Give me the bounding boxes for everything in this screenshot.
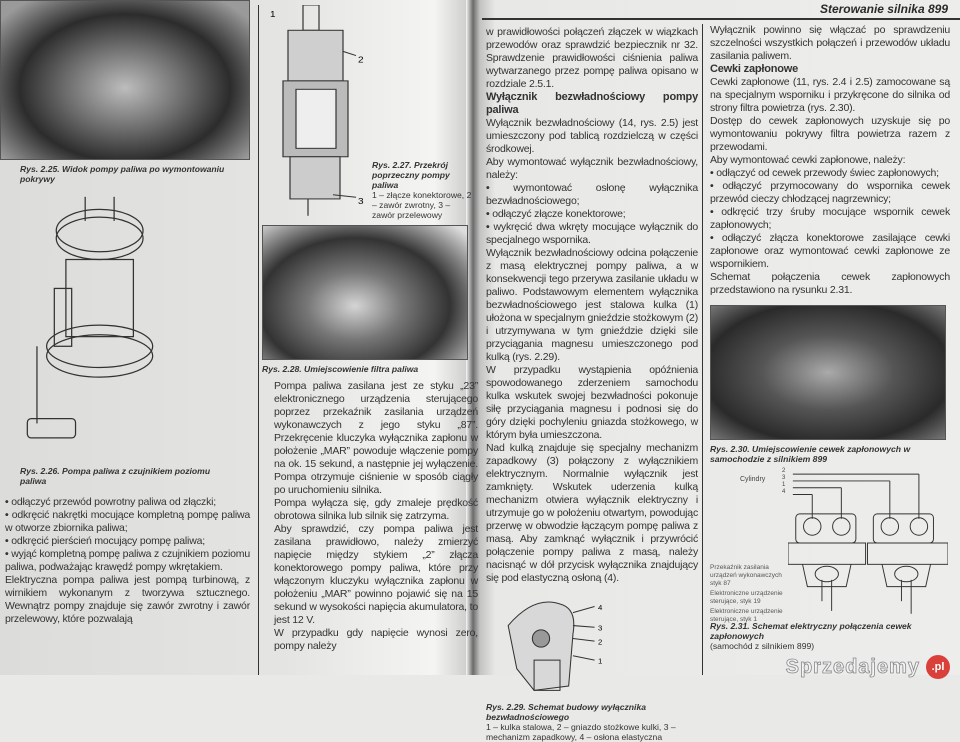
paragraph: Wyłącznik powinno się włączać po sprawdzeniu szczelności wszystkich połączeń i przewodów układu zasilania paliwem.: [710, 24, 950, 62]
right-column-2: [710, 24, 950, 679]
figure-caption-2-25: Rys. 2.25. Widok pompy paliwa po wymontowaniu pokrywy: [20, 164, 225, 184]
callout-3: 3: [358, 196, 364, 206]
ignition-coil-wiring-diagram: [788, 468, 948, 618]
running-header: Sterowanie silnika 899: [819, 2, 948, 16]
left-column-1-text: [5, 496, 250, 626]
column-divider: [702, 24, 703, 675]
cylinders-label: Cylindry: [740, 476, 766, 483]
bullet-item: • odkręcić nakrętki mocujące kompletną pompę paliwa w otworze zbiornika paliwa;: [5, 509, 250, 535]
figure-caption-2-30: Rys. 2.30. Umiejscowienie cewek zapłonowych w samochodzie z silnikiem 899: [710, 444, 911, 464]
watermark-logo: Sprzedajemy: [785, 655, 920, 678]
figure-2-31: [710, 468, 950, 623]
section-heading: Wyłącznik bezwładnościowy pompy paliwa: [486, 91, 698, 116]
paragraph: Schemat połączenia cewek zapłonowych przedstawiono na rysunku 2.31.: [710, 271, 950, 296]
bullet-item: • odłączyć przymocowany do wspornika cewek przewód cieczy chłodzącej nagrzewnicy;: [710, 180, 950, 206]
figure-caption-2-26: Rys. 2.26. Pompa paliwa z czujnikiem poziomu paliwa: [20, 466, 211, 486]
figure-caption-2-27: Rys. 2.27. Przekrój poprzeczny pompy paliwa 1 – złącze konektorowe, 2 – zawór zwrotny, 3 – zawór przelewowy: [372, 160, 472, 220]
paragraph: Nad kulką znajduje się specjalny mechanizm zapadkowy (3) połączony z wyłącznikiem elektrycznym. Normalnie wyłącznik jest zamknięty. Wskutek uderzenia kulką mechanizm otwiera wyłącznik elektryczny i utrzymuje go w położeniu otwartym, powodując przerwę w obwodzie łączącym pompę paliwa z masą. Aby zamknąć wyłącznik i przywrócić połączenie pompy paliwa z masą, należy nacisnąć w dół przycisk wyłącznika znajdujący się pod elastyczną osłoną (4).: [486, 442, 698, 584]
left-column-1: [0, 0, 252, 626]
paragraph: w prawidłowości połączeń złączek w wiązkach przewodów oraz sprawdzić bezpiecznik nr 32. Sprawdzenie prawidłowości ciśnienia paliwa wytwarzanego przez pompę paliwa opisano w rozdziale 2.5.1.: [486, 26, 698, 90]
paragraph: Dostęp do cewek zapłonowych uzyskuje się po wymontowaniu pokrywy filtra powietrza razem z przewodami.: [710, 115, 950, 153]
figure-caption-2-29: Rys. 2.29. Schemat budowy wyłącznika bezwładnościowego 1 – kulka stalowa, 2 – gniazdo stożkowe kulki, 3 – mechanizm zapadkowy, 4 – osłona elastyczna: [486, 702, 676, 742]
bullet-item: • wymontować osłonę wyłącznika bezwładnościowego;: [486, 182, 698, 208]
cylinder-number: 4: [782, 489, 786, 495]
fuel-pump-cross-section-drawing: [268, 5, 368, 220]
cylinder-number: 1: [782, 482, 786, 488]
paragraph: Aby wymontować cewki zapłonowe, należy:: [710, 154, 906, 166]
bullet-item: • odłączyć przewód powrotny paliwa od złączki;: [5, 496, 250, 509]
header-rule: [482, 18, 960, 20]
callout-2: 2: [598, 637, 603, 647]
fuel-filter-photo: [262, 225, 468, 360]
paragraph: Aby wymontować wyłącznik bezwładnościowy, należy:: [486, 156, 698, 181]
wire-label: Przekaźnik zasilania urządzeń wykonawczych styk 87: [710, 564, 782, 587]
column-divider: [258, 5, 259, 675]
bullet-item: • odkręcić trzy śruby mocujące wspornik cewek zapłonowych;: [710, 206, 950, 232]
section-heading: Cewki zapłonowe: [710, 63, 799, 75]
paragraph: Aby sprawdzić, czy pompa paliwa jest zasilana prawidłowo, należy zmierzyć napięcie między stykiem „2” złącza konektorowego pompy paliwa, które przy włączonym kluczyku wyłącznika zapłonu w położeniu „MAR” powinno pojawić się na 15 sekund w wysokości napięcia akumulatora, to jest 12 V.: [274, 523, 478, 626]
paragraph: W przypadku gdy napięcie wynosi zero, pompy należy: [274, 627, 478, 652]
watermark: [710, 655, 950, 679]
bullet-item: • odłączyć złącza konektorowe zasilające cewki zapłonowe oraz wymontować cewki zapłonowe ze wspornikiem.: [710, 232, 950, 271]
paragraph: W przypadku wystąpienia opóźnienia spowodowanego zderzeniem samochodu kulka wskutek swojej bezwładności pokonuje siłę przyciągania magnesu i podnosi się do góry dzięki pochyleniu gniazda stożkowego, w którym była umieszczona.: [486, 364, 698, 441]
wire-label: Elektroniczne urządzenie sterujące, styk 1: [710, 608, 783, 623]
right-column-1-text: [486, 26, 698, 585]
bullet-item: • odkręcić pierścień mocujący pompę paliwa;: [5, 535, 250, 548]
bullet-item: • odłączyć złącze konektorowe;: [486, 208, 698, 221]
bullet-item: • wyjąć kompletną pompę paliwa z czujnikiem poziomu paliwa, podważając krawędź pompy wkrętakiem.: [5, 548, 250, 574]
bullet-item: • odłączyć od cewek przewody świec zapłonowych;: [710, 167, 950, 180]
callout-4: 4: [598, 603, 603, 613]
fuel-pump-with-sensor-drawing: [5, 192, 175, 462]
callout-1: 1: [270, 9, 276, 19]
wire-label: Elektroniczne urządzenie sterujące, styk 19: [710, 590, 783, 605]
cylinder-number: 3: [782, 475, 786, 481]
right-column-1: [486, 26, 698, 742]
figure-caption-2-31: Rys. 2.31. Schemat elektryczny połączenia cewek zapłonowych (samochód z silnikiem 899): [710, 621, 912, 651]
figure-caption-2-28: Rys. 2.28. Umiejscowienie filtra paliwa: [262, 364, 419, 374]
paragraph: Wyłącznik bezwładnościowy odcina połączenie z masą elektrycznej pompy paliwa, a w konsekwencji tego przerywa zasilanie układu w paliwo. Podstawowym elementem wyłącznika bezwładnościowego jest stalowa kulka (1) ułożona w specjalnym gnieździe stożkowym (2) i utrzymywana w tym gnieździe dzięki sile przyciągania magnesu umieszczonego pod kulką (rys. 2.29).: [486, 247, 698, 363]
callout-1: 1: [598, 656, 603, 666]
cylinder-numbers: [782, 468, 785, 496]
bullet-item: • wykręcić dwa wkręty mocujące wyłącznik do specjalnego wspornika.: [486, 221, 698, 247]
right-column-2-text: [710, 24, 950, 297]
paragraph: Pompa paliwa zasilana jest ze styku „23” elektronicznego urządzenia sterującego poprzez przekaźnik zasilania urządzeń wykonawczych z jego styku „87”. Przekręcenie kluczyka wyłącznika zapłonu w położenie „MAR” powoduje włączenie pompy na ok. 15 sekund, a następnie jej wyłączenie. Pompa otrzymuje ciśnienie w sposób ciągły po uruchomieniu silnika.: [274, 380, 478, 496]
figure-2-27: [262, 5, 478, 220]
paragraph: Cewki zapłonowe (11, rys. 2.4 i 2.5) zamocowane są na specjalnym wsporniku i przykręcone do silnika od strony filtra powietrza (rys. 2.30).: [710, 76, 950, 114]
paragraph: Elektryczna pompa paliwa jest pompą turbinową, z wirnikiem wykonanym z tworzywa sztucznego. Wewnątrz pompy znajduje się zawór zwrotny i zawór przelewowy, które pozwalają: [5, 574, 250, 625]
fuel-pump-photo: [0, 0, 250, 160]
left-column-2: [262, 5, 478, 653]
cylinder-number: 2: [782, 468, 786, 474]
callout-3: 3: [598, 623, 603, 633]
callout-2: 2: [358, 55, 364, 65]
paragraph: Pompa wyłącza się, gdy zmaleje prędkość obrotowa silnika lub silnik się zatrzyma.: [274, 497, 478, 522]
wire-labels: [710, 564, 786, 624]
paragraph: Wyłącznik bezwładnościowy (14, rys. 2.5) jest umieszczony pod tablicą rozdzielczą w części środkowej.: [486, 117, 698, 155]
inertia-switch-diagram: [490, 591, 630, 699]
ignition-coils-photo: [710, 305, 946, 440]
watermark-badge: .pl: [926, 655, 950, 679]
left-column-2-text: [274, 380, 478, 653]
